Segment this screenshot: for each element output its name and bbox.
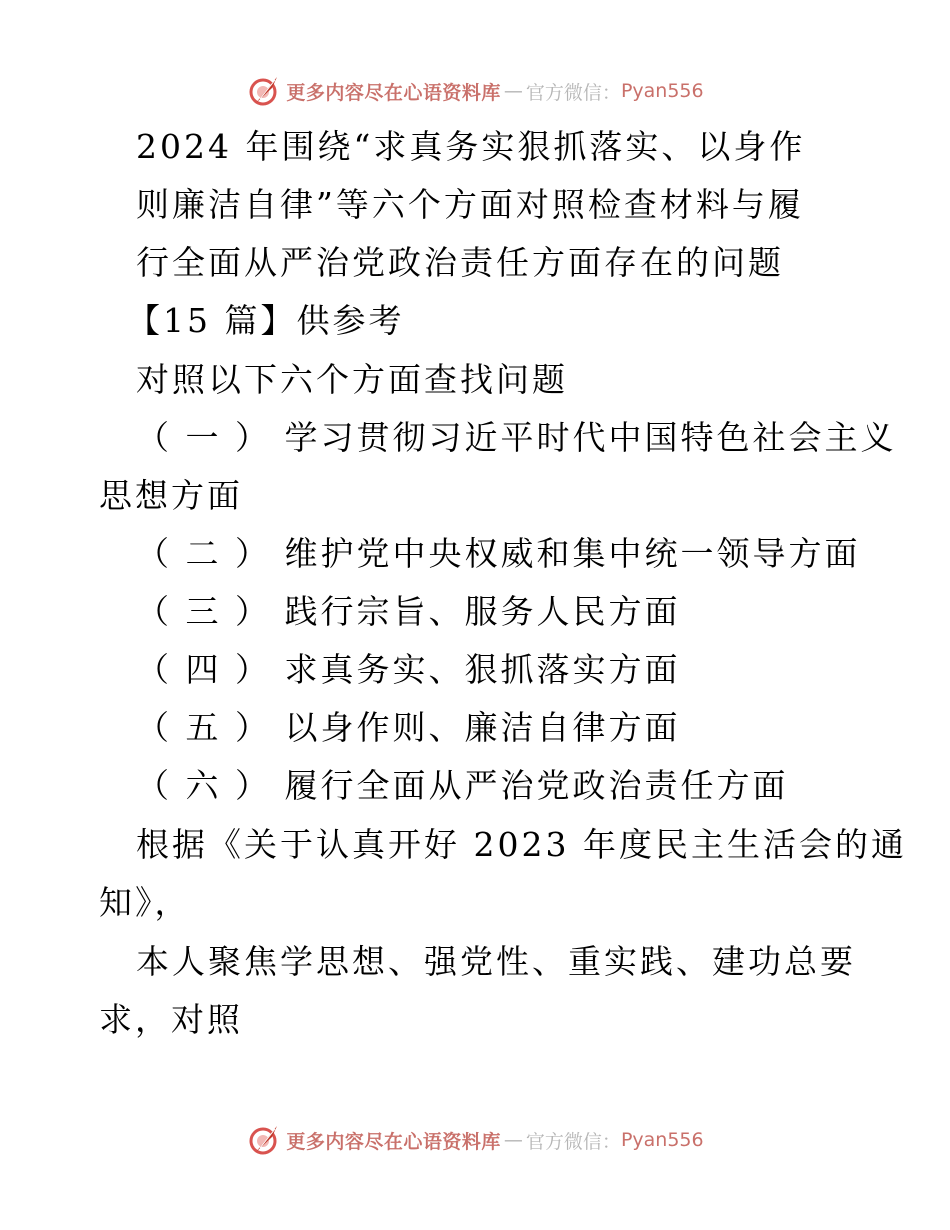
title-line-1: 2024 年围绕“求真务实狠抓落实、以身作 xyxy=(136,127,806,166)
aspect-item-3: （ 三 ） 践行宗旨、服务人民方面 xyxy=(136,592,681,631)
paragraph-line-2: 知》， xyxy=(99,883,191,922)
watermark-dash: — xyxy=(503,80,523,102)
aspect-item-2: （ 二 ） 维护党中央权威和集中统一领导方面 xyxy=(136,534,861,573)
watermark-id: Pyan556 xyxy=(620,1129,704,1151)
watermark-main-text: 更多内容尽在心语资料库 xyxy=(286,81,501,104)
footer-watermark xyxy=(0,1120,950,1160)
title-line-2: 则廉洁自律”等六个方面对照检查材料与履 xyxy=(136,185,804,224)
aspect-item-1: （ 一 ） 学习贯彻习近平时代中国特色社会主义 xyxy=(136,418,897,457)
aspect-item-4: （ 四 ） 求真务实、狠抓落实方面 xyxy=(136,650,681,689)
quill-logo-icon xyxy=(246,1122,282,1158)
paragraph-line-4: 求，对照 xyxy=(99,1000,243,1039)
intro-line: 对照以下六个方面查找问题 xyxy=(136,360,568,399)
aspect-item-1-cont: 思想方面 xyxy=(99,476,243,515)
watermark-label: 官方微信： xyxy=(525,1130,621,1153)
watermark-id: Pyan556 xyxy=(620,80,704,102)
watermark-main-text: 更多内容尽在心语资料库 xyxy=(286,1130,501,1153)
watermark-dash: — xyxy=(503,1129,523,1151)
quill-logo-icon xyxy=(246,73,282,109)
paragraph-line-3: 本人聚焦学思想、强党性、重实践、建功总要 xyxy=(136,942,856,981)
watermark-label: 官方微信： xyxy=(525,81,621,104)
title-line-4: 【15 篇】供参考 xyxy=(127,301,405,340)
title-line-3: 行全面从严治党政治责任方面存在的问题 xyxy=(136,243,784,282)
header-watermark xyxy=(0,71,950,111)
paragraph-line-1: 根据《关于认真开好 2023 年度民主生活会的通 xyxy=(136,825,907,864)
aspect-item-6: （ 六 ） 履行全面从严治党政治责任方面 xyxy=(136,766,789,805)
aspect-item-5: （ 五 ） 以身作则、廉洁自律方面 xyxy=(136,708,681,747)
